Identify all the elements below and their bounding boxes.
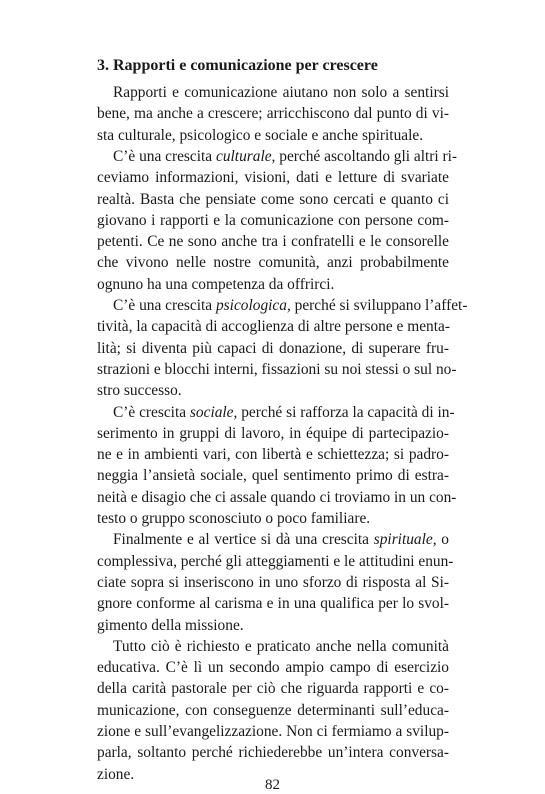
text-run: bene, ma anche a crescere; arricchiscono dal punto di vi- <box>97 105 449 123</box>
text-run: perché si rafforza la capacità di in- <box>237 403 455 421</box>
text-run: parla, soltanto perché richiederebbe un’intera conversa- <box>97 744 449 762</box>
text-run: giovano i rapporti e la comunicazione con persone com- <box>97 211 449 229</box>
text-run: Finalmente e al vertice si dà una crescita <box>113 531 374 549</box>
text-line <box>97 424 449 444</box>
text-run: che vivono nelle nostre comunità, anzi probabilmente <box>97 254 449 272</box>
text-line <box>97 339 449 359</box>
text-run: della carità pastorale per ciò che riguarda rapporti e co- <box>97 680 449 698</box>
text-line <box>97 466 449 486</box>
text-line <box>97 594 449 614</box>
text-run: neggia l’ansietà sociale, quel sentimento primo di estra- <box>97 467 449 485</box>
text-run: ognuno ha una competenza da offrirci. <box>97 275 335 293</box>
text-run: zione e sull’evangelizzazione. Non ci fermiamo a svilup- <box>97 723 449 740</box>
text-line <box>97 360 457 380</box>
text-line <box>97 679 449 699</box>
text-line <box>97 275 449 295</box>
text-line <box>97 232 449 252</box>
text-line <box>97 488 457 508</box>
text-run: ciate sopra si inseriscono in uno sforzo di risposta al Si- <box>97 573 449 591</box>
text-line <box>97 83 449 103</box>
text-line <box>97 381 449 401</box>
text-run: strazioni e blocchi interni, fissazioni su noi stessi o sul no- <box>97 360 457 378</box>
text-run: lità; si diventa più capaci di donazione, di superare fru- <box>97 339 449 357</box>
text-line <box>97 530 449 550</box>
text-run: ne e in ambienti vari, con libertà e schiettezza; si padro- <box>97 446 449 464</box>
text-line <box>97 317 449 337</box>
text-run: gnore conforme al carisma e in una qualifica per lo svol- <box>97 595 449 613</box>
text-line <box>97 701 449 721</box>
text-line <box>97 403 455 423</box>
text-run: o <box>436 531 449 549</box>
text-run: neità e disagio che ci assale quando ci troviamo in un con- <box>97 488 457 506</box>
text-line <box>97 722 449 742</box>
text-run: municazione, con conseguenze determinanti sull’educa- <box>97 701 449 719</box>
text-run: petenti. Ce ne sono anche tra i confratelli e le consorelle <box>97 233 449 251</box>
text-line <box>97 552 454 572</box>
text-line <box>97 126 449 146</box>
text-run: Tutto ciò è richiesto e praticato anche nella comunità <box>113 637 449 655</box>
text-line <box>97 296 468 316</box>
italic-term: sociale, <box>189 403 238 421</box>
text-line <box>97 104 449 124</box>
section-heading: 3. Rapporti e comunicazione per crescere <box>97 57 378 74</box>
italic-term: culturale, <box>215 147 276 165</box>
text-run: complessiva, perché gli atteggiamenti e le attitudini enun- <box>97 552 454 570</box>
text-line <box>97 509 449 529</box>
text-run: stro successo. <box>97 382 182 400</box>
text-line <box>97 616 449 636</box>
text-run: gimento della missione. <box>97 616 244 634</box>
text-run: C’è una crescita <box>113 297 216 314</box>
text-line <box>97 147 458 167</box>
text-line <box>97 743 449 763</box>
text-line <box>97 253 449 273</box>
text-run: sta culturale, psicologico e sociale e anche spirituale. <box>97 126 424 144</box>
italic-term: psicologica, <box>215 297 291 314</box>
text-run: C’è una crescita <box>113 147 216 165</box>
text-run: perché si sviluppano l’affet- <box>290 297 468 314</box>
text-line <box>97 190 449 210</box>
text-run: testo o gruppo sconosciuto o poco familiare. <box>97 510 371 527</box>
text-line <box>97 637 449 657</box>
text-line <box>97 168 449 188</box>
text-line <box>97 211 449 231</box>
text-run: Rapporti e comunicazione aiutano non solo a sentirsi <box>113 84 449 101</box>
text-line <box>97 573 449 593</box>
text-run: ceviamo informazioni, visioni, dati e letture di svariate <box>97 169 449 187</box>
page-number: 82 <box>265 777 280 793</box>
text-run: zione. <box>97 765 135 783</box>
text-run: realtà. Basta che pensiate come sono cercati e quanto ci <box>97 190 449 208</box>
italic-term: spirituale, <box>373 531 437 549</box>
text-run: perché ascoltando gli altri ri- <box>275 147 458 165</box>
text-run: serimento in gruppi di lavoro, in équipe di partecipazio- <box>97 424 449 442</box>
text-run: C’è crescita <box>113 403 190 421</box>
text-run: tività, la capacità di accoglienza di altre persone e menta- <box>97 318 450 336</box>
text-line <box>97 445 449 465</box>
text-line <box>97 658 449 678</box>
text-run: educativa. C’è lì un secondo ampio campo di esercizio <box>97 659 449 677</box>
